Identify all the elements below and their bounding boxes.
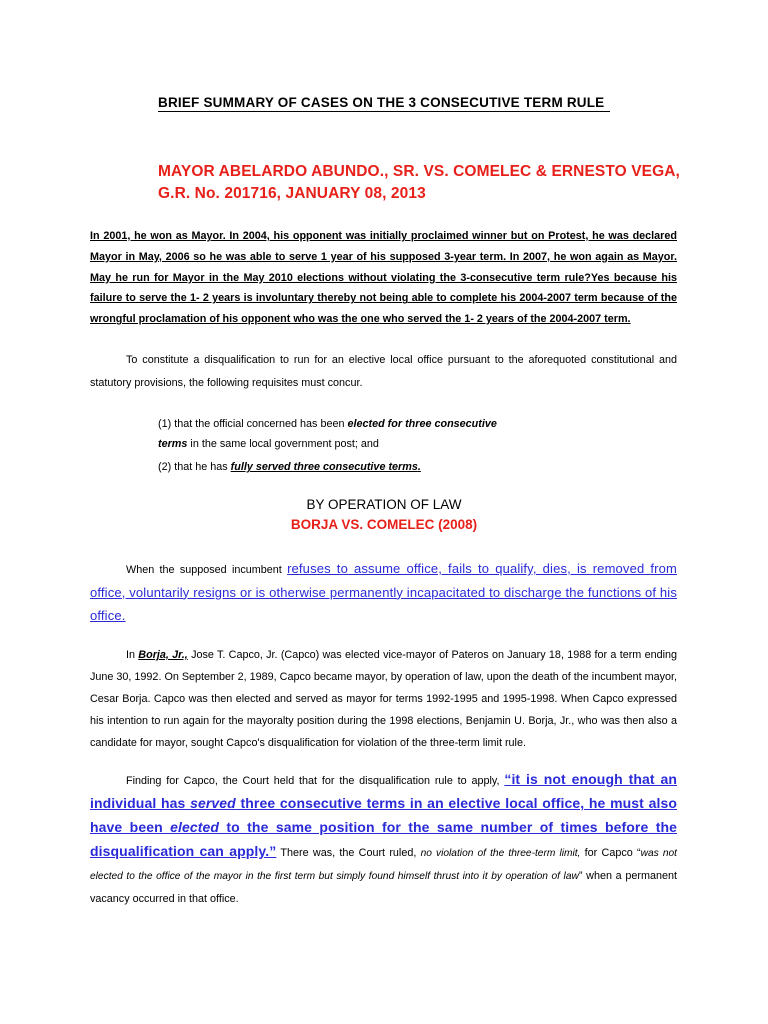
incumbent-link-text[interactable]: refuses to assume office, fails to qualify, dies, is removed from office, voluntarily resigns or is otherwise permanently incapacitated to discharge the functions of his office. — [90, 561, 677, 623]
finding-end: ” when a permanent vacancy occurred in that office. — [90, 870, 677, 905]
case-title-line-2: G.R. No. 201716, JANUARY 08, 2013 — [158, 185, 426, 202]
quote-served: served — [190, 795, 236, 811]
requisite-2-emphasis: fully served three consecutive terms — [230, 461, 418, 473]
quote-part-c: to the same position for the same number of times before the disqualification can apply.” — [90, 819, 677, 859]
finding-paragraph — [90, 768, 677, 910]
quote-part-a: “it is not enough that an individual has — [90, 771, 677, 811]
requisites-intro: To constitute a disqualification to run for an elective local office pursuant to the aforequoted constitutional and statutory provisions, the following requisites must concur. — [90, 354, 677, 389]
finding-italic-2: was not elected to the office of the mayor in the first term but simply found himself thrust into it by operation of law — [90, 848, 677, 882]
requisite-2-suffix: . — [417, 461, 421, 473]
quote-elected: elected — [170, 819, 220, 835]
borja-case-ref: Borja, Jr., — [138, 649, 188, 661]
case-title-line-1: MAYOR ABELARDO ABUNDO., SR. VS. COMELEC & ERNESTO VEGA, — [158, 163, 680, 180]
requisite-1-prefix: (1) that the official concerned has been — [158, 418, 348, 430]
borja-prefix: In — [126, 649, 139, 661]
incumbent-prefix: When the supposed incumbent — [126, 564, 288, 576]
quote-part-b: three consecutive terms in an elective local office, he must also have been — [90, 795, 677, 835]
case-title-borja: BORJA VS. COMELEC (2008) — [290, 517, 478, 532]
requisite-2 — [158, 458, 421, 476]
finding-italic-1: no violation of the three-term limit, — [420, 848, 581, 859]
section-heading: BY OPERATION OF LAW — [306, 497, 462, 512]
finding-mid-2: for Capco “ — [580, 847, 641, 859]
requisite-1-emphasis-2: terms — [158, 438, 188, 450]
case-title-abundo — [158, 161, 680, 205]
document-title: BRIEF SUMMARY OF CASES ON THE 3 CONSECUTIVE TERM RULE — [158, 95, 610, 112]
requisite-1-line-2 — [158, 435, 379, 453]
requisite-1-line-1 — [158, 415, 497, 433]
case-summary: In 2001, he won as Mayor. In 2004, his opponent was initially proclaimed winner but on Protest, he was declared Mayor in May, 2006 so he was able to serve 1 year of his supposed 3-year term. In 2007, he won again as Mayor. May he run for Mayor in the May 2010 elections without violating the 3-consecutive term rule?Yes because his failure to serve the 1- 2 years is involuntary thereby not being able to complete his 2004-2007 term because of the wrongful proclamation of his opponent who was the one who served the 1- 2 years of the 2004-2007 term. — [90, 230, 677, 326]
requisite-1-emphasis: elected for three consecutive — [347, 418, 497, 430]
requisite-1-suffix: in the same local government post; and — [187, 438, 379, 450]
incumbent-paragraph — [90, 558, 677, 629]
finding-mid: There was, the Court ruled, — [276, 847, 421, 859]
requisite-2-prefix: (2) that he has — [158, 461, 231, 473]
borja-body: Jose T. Capco, Jr. (Capco) was elected vice-mayor of Pateros on January 18, 1988 for a term ending June 30, 1992. On September 2, 1989, Capco became mayor, by operation of law, upon the death of the incumbent mayor, Cesar Borja. Capco was then elected and served as mayor for terms 1992-1995 and 1995-1998. When Capco expressed his intention to run again for the mayoralty position during the 1998 elections, Benjamin U. Borja, Jr., who was then also a candidate for mayor, sought Capco's disqualification for violation of the three-term limit rule. — [90, 649, 678, 749]
finding-prefix: Finding for Capco, the Court held that for the disqualification rule to apply, — [126, 775, 505, 787]
borja-paragraph — [90, 644, 677, 754]
